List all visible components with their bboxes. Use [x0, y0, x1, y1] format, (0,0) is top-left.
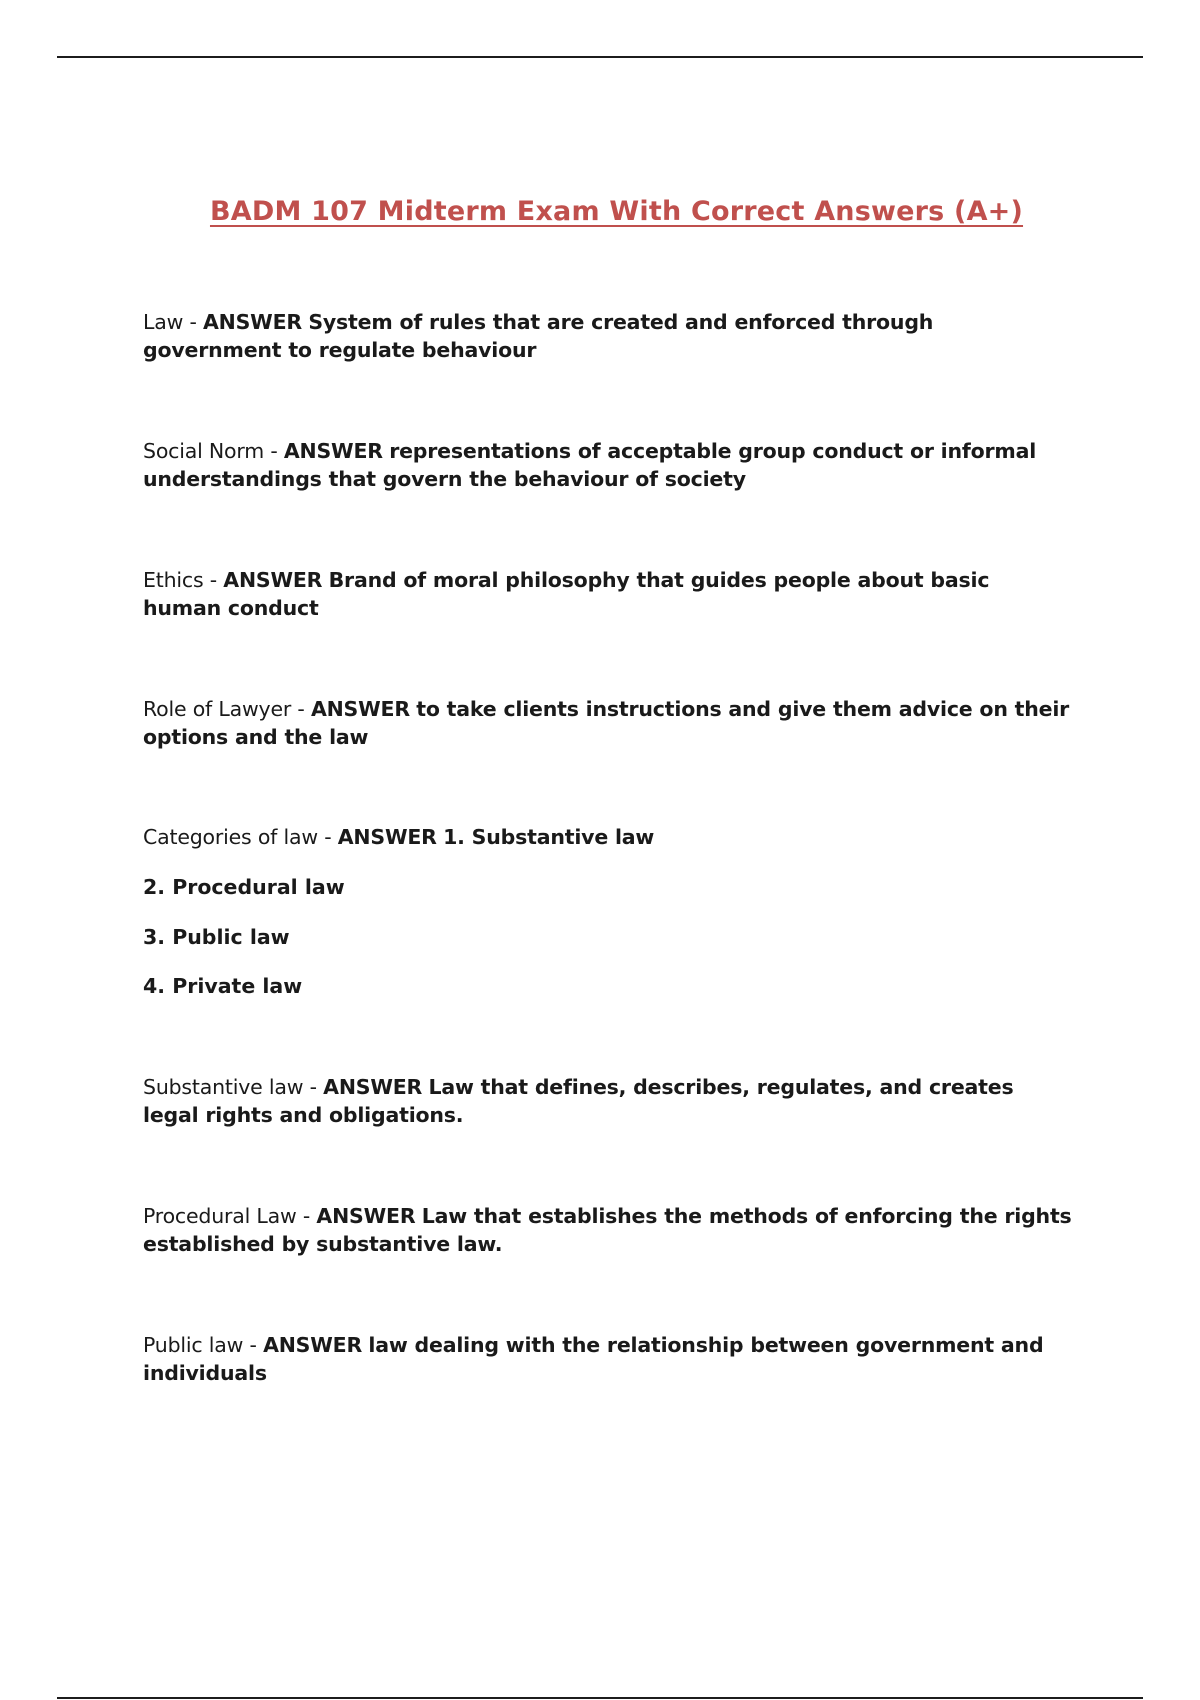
qa-entry-ethics: Ethics - ANSWER Brand of moral philosophy that guides people about basic human conduct: [143, 568, 990, 620]
answer-label: ANSWER: [283, 439, 383, 463]
entry-definition: 1. Substantive law: [443, 825, 655, 849]
entry-definition: Brand of moral philosophy that guides people about basic human conduct: [143, 568, 990, 620]
entry-definition: law dealing with the relationship between government and individuals: [143, 1333, 1044, 1385]
entry-term: Substantive law: [143, 1075, 304, 1099]
answer-label: ANSWER: [223, 568, 323, 592]
category-list-item: 4. Private law: [143, 974, 303, 998]
answer-label: ANSWER: [316, 1204, 416, 1228]
answer-label: ANSWER: [337, 825, 437, 849]
entry-definition: Law that defines, describes, regulates, and creates legal rights and obligations.: [143, 1075, 1014, 1127]
qa-entry-substantive-law: Substantive law - ANSWER Law that defines, describes, regulates, and creates legal rights and obligations.: [143, 1075, 1014, 1127]
entry-term: Public law: [143, 1333, 244, 1357]
entry-term: Law: [143, 310, 184, 334]
answer-label: ANSWER: [323, 1075, 423, 1099]
entry-term: Social Norm: [143, 439, 265, 463]
bottom-rule: [57, 1697, 1143, 1699]
qa-entry-procedural-law: Procedural Law - ANSWER Law that establishes the methods of enforcing the rights established by substantive law.: [143, 1204, 1072, 1256]
qa-entry-public-law: Public law - ANSWER law dealing with the relationship between government and individuals: [143, 1333, 1044, 1385]
entry-term: Role of Lawyer: [143, 697, 292, 721]
qa-entry-categories-of-law: Categories of law - ANSWER 1. Substantive law: [143, 825, 655, 849]
top-rule: [57, 56, 1143, 58]
qa-entry-role-of-lawyer: Role of Lawyer - ANSWER to take clients instructions and give them advice on their options and the law: [143, 697, 1070, 749]
qa-entry-social-norm: Social Norm - ANSWER representations of acceptable group conduct or informal understandings that govern the behaviour of society: [143, 439, 1037, 491]
entry-term: Procedural Law: [143, 1204, 297, 1228]
answer-label: ANSWER: [203, 310, 302, 334]
qa-entry-law: Law - ANSWER System of rules that are created and enforced through government to regulate behaviour: [143, 310, 934, 362]
entry-term: Categories of law: [143, 825, 318, 849]
category-list-item: 2. Procedural law: [143, 875, 345, 899]
answer-label: ANSWER: [263, 1333, 363, 1357]
entry-definition: representations of acceptable group conduct or informal understandings that govern the behaviour of society: [143, 439, 1037, 491]
entry-definition: to take clients instructions and give them advice on their options and the law: [143, 697, 1070, 749]
entry-definition: System of rules that are created and enforced through government to regulate behaviour: [143, 310, 934, 362]
entry-term: Ethics: [143, 568, 204, 592]
category-list-item: 3. Public law: [143, 925, 290, 949]
answer-label: ANSWER: [310, 697, 410, 721]
entry-definition: Law that establishes the methods of enforcing the rights established by substantive law.: [143, 1204, 1072, 1256]
document-title: BADM 107 Midterm Exam With Correct Answers (A+): [209, 196, 1024, 227]
